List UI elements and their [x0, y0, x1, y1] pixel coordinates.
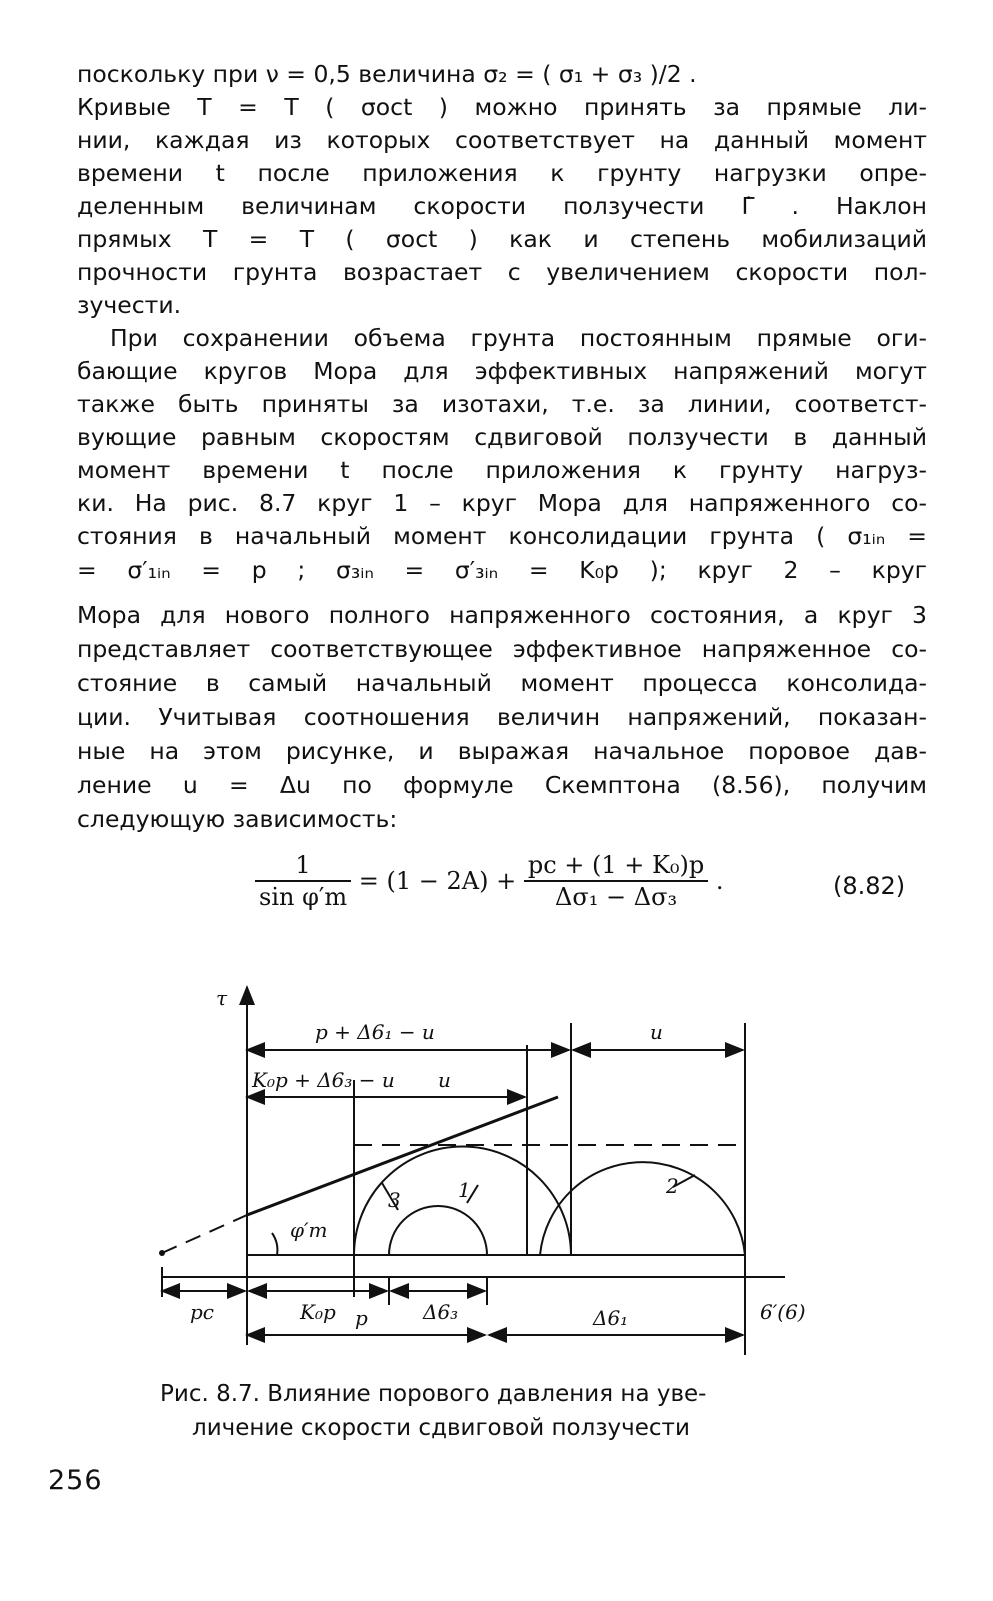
bottom-label-pc: pc [190, 1300, 215, 1324]
text-line: При сохранении объема грунта постоянным прямые оги- [110, 324, 927, 352]
envelope-dashed-extension [162, 1215, 247, 1253]
text-line: ление u = Δu по формуле Скемптона (8.56), получим [77, 771, 927, 799]
figure-caption-line: Рис. 8.7. Влияние порового давления на уве- [160, 1381, 707, 1407]
equation-middle: = (1 − 2A) + [358, 867, 517, 895]
text-line: момент времени t после приложения к грунту нагруз- [77, 456, 927, 484]
text-line: деленным величинам скорости ползучести Γ̇ . Наклон [77, 192, 927, 220]
text-line: стояние в самый начальный момент процесса консолида- [77, 669, 927, 697]
equation-lhs-numerator: 1 [255, 850, 351, 882]
dim-label-second-left: K₀p + Δ6₃ − u [252, 1068, 395, 1092]
bottom-label-p: p [355, 1306, 368, 1330]
dim-label-top-left: p + Δ6₁ − u [315, 1020, 435, 1044]
equation-rhs-denominator: Δσ₁ − Δσ₃ [555, 883, 678, 911]
text-line: Кривые T = T ( σoct ) можно принять за прямые ли- [77, 93, 927, 121]
bottom-label-ds3: Δ6₃ [423, 1300, 459, 1324]
equation-rhs-numerator: pc + (1 + K₀)p [524, 850, 708, 882]
equation-number: (8.82) [833, 872, 906, 900]
text-line: нии, каждая из которых соответствует на данный момент [77, 126, 927, 154]
equation [255, 850, 755, 920]
equation-lhs-fraction [255, 850, 351, 912]
text-line: ные на этом рисунке, и выражая начальное поровое дав- [77, 737, 927, 765]
text-line: вующие равным скоростям сдвиговой ползучести в данный [77, 423, 927, 451]
equation-lhs-denominator: sin φ′m [259, 883, 348, 911]
figure-caption-line: личение скорости сдвиговой ползучести [192, 1415, 690, 1441]
text-line: прямых T = T ( σoct ) как и степень мобилизаций [77, 225, 927, 253]
mohr-circle-1 [389, 1206, 487, 1255]
bottom-label-ds1: Δ6₁ [593, 1306, 629, 1330]
angle-label: φ′m [290, 1218, 328, 1242]
text-line: ции. Учитывая соотношения величин напряжений, показан- [77, 703, 927, 731]
equation-rhs-fraction [524, 850, 708, 912]
text-line: ки. На рис. 8.7 круг 1 – круг Мора для напряженного со- [77, 489, 927, 517]
text-line: Мора для нового полного напряженного состояния, а круг 3 [77, 601, 927, 629]
text-line: времени t после приложения к грунту нагрузки опре- [77, 159, 927, 187]
equation-tail: . [715, 867, 724, 895]
text-line: также быть приняты за изотахи, т.е. за линии, соответст- [77, 390, 927, 418]
text-line: бающие кругов Мора для эффективных напряжений могут [77, 357, 927, 385]
text-line: поскольку при ν = 0,5 величина σ₂ = ( σ₁ + σ₃ )/2 . [77, 60, 697, 88]
circle-1-label: 1 [458, 1178, 471, 1202]
envelope-line [247, 1097, 558, 1215]
circle-3-label: 3 [388, 1188, 401, 1212]
text-line: прочности грунта возрастает с увеличением скорости пол- [77, 258, 927, 286]
circle-2-label: 2 [666, 1174, 679, 1198]
dim-label-second-right: u [438, 1068, 451, 1092]
dim-label-top-right: u [650, 1020, 663, 1044]
text-line: зучести. [77, 291, 182, 319]
mohr-circle-figure [140, 975, 840, 1355]
sigma-axis-label: 6′(6) [760, 1300, 806, 1324]
text-line: стояния в начальный момент консолидации грунта ( σ₁ᵢₙ = [77, 522, 927, 550]
tau-axis-label: τ [216, 986, 228, 1010]
text-line: представляет соответствующее эффективное напряженное со- [77, 635, 927, 663]
text-line: следующую зависимость: [77, 805, 398, 833]
page-number: 256 [48, 1465, 103, 1496]
bottom-label-k0p: K₀p [300, 1300, 336, 1324]
text-line: = σ′₁ᵢₙ = p ; σ₃ᵢₙ = σ′₃ᵢₙ = K₀p ); круг 2 – круг [77, 556, 927, 584]
